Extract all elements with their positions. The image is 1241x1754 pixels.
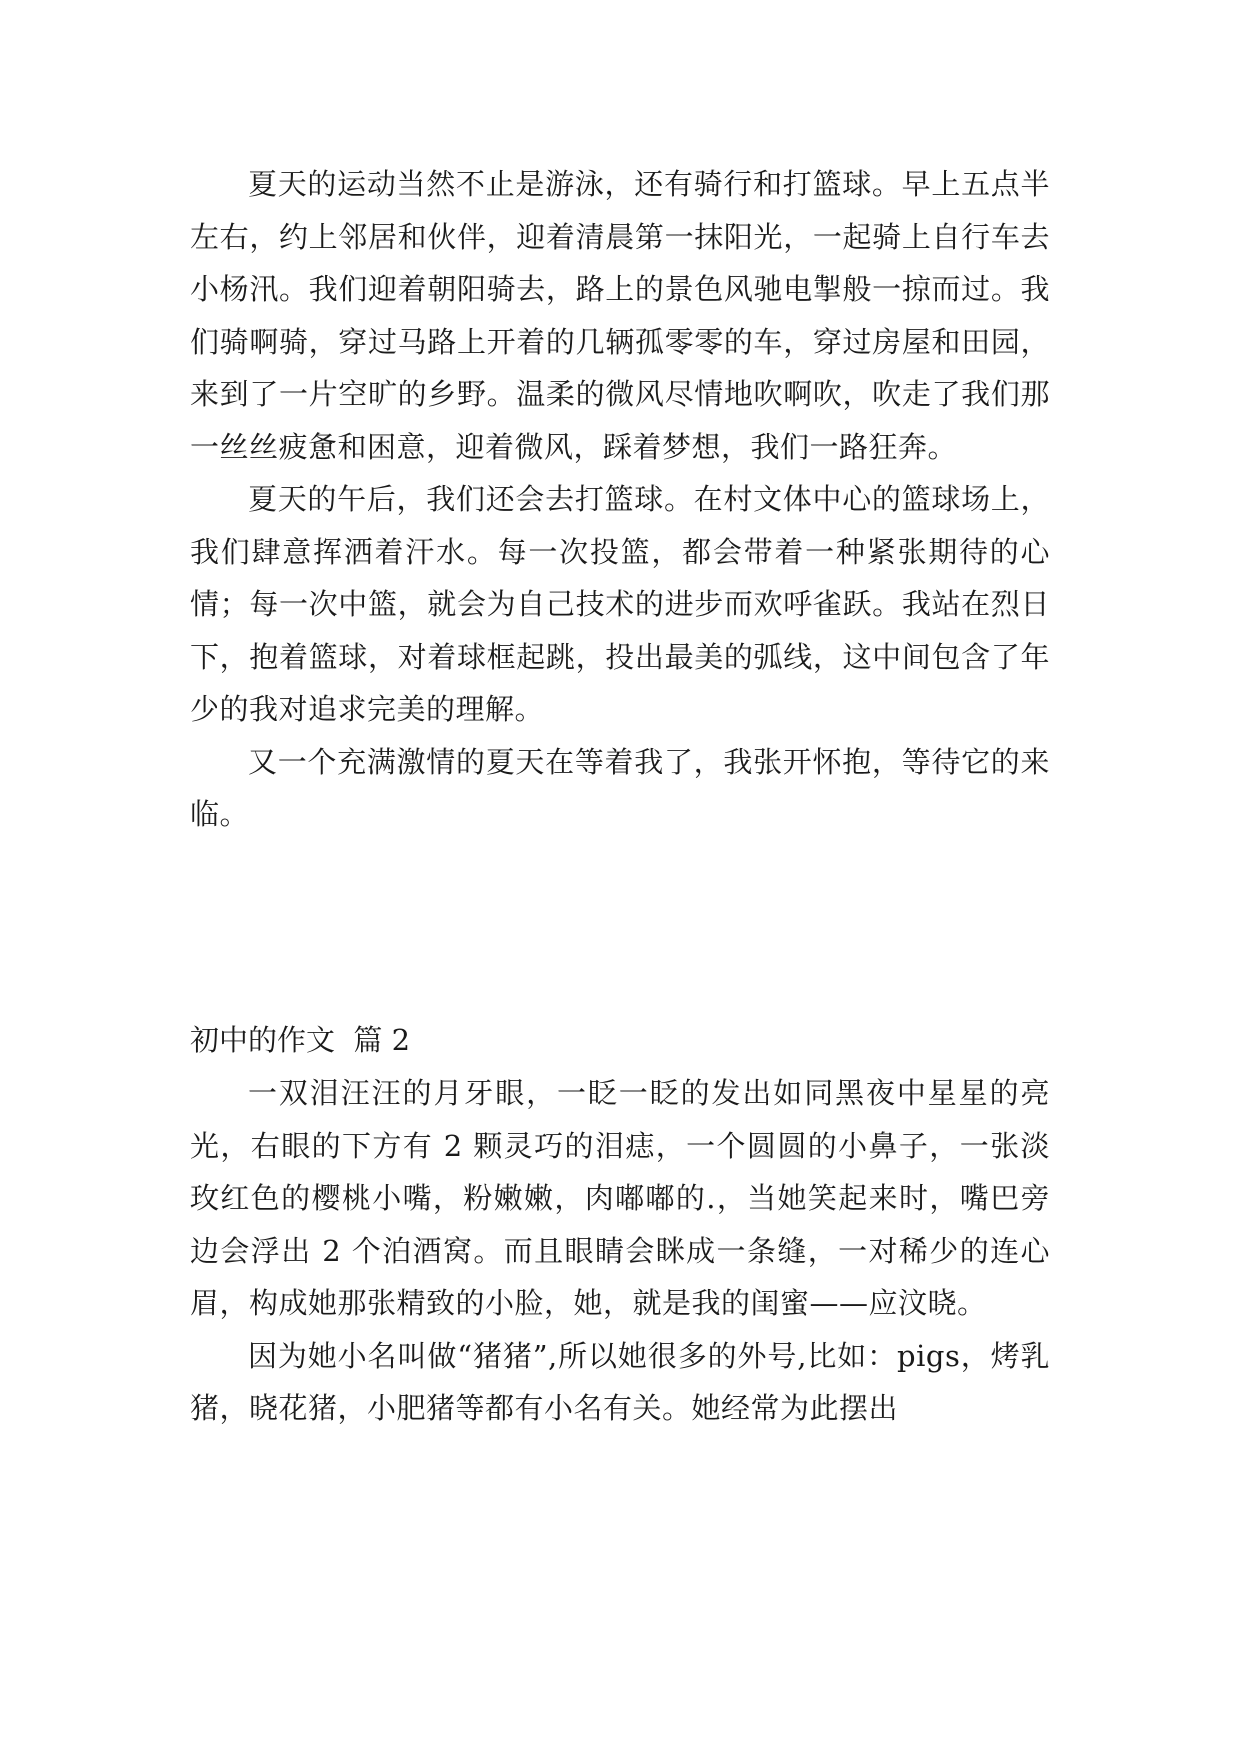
essay-heading: 初中的作文 篇 2 [190,1023,411,1057]
paragraph-nickname: 因为她小名叫做“猪猪”,所以她很多的外号,比如：pigs，烤乳猪，晓花猪，小肥猪等都有小名有关。她经常为此摆出 [190,1338,1050,1425]
paragraph-cycling: 夏天的运动当然不止是游泳，还有骑行和打篮球。早上五点半左右，约上邻居和伙伴，迎着清晨第一抹阳光，一起骑上自行车去小杨汛。我们迎着朝阳骑去，路上的景色风驰电掣般一掠而过。我们骑啊骑，穿过马路上开着的几辆孤零零的车，穿过房屋和田园，来到了一片空旷的乡野。温柔的微风尽情地吹啊吹，吹走了我们那一丝丝疲惫和困意，迎着微风，踩着梦想，我们一路狂奔。 [190,167,1050,464]
essay-section-1 [190,158,1050,841]
paragraph-description: 一双泪汪汪的月牙眼，一眨一眨的发出如同黑夜中星星的亮光，右眼的下方有 2 颗灵巧的泪痣，一个圆圆的小鼻子，一张淡玫红色的樱桃小嘴，粉嫩嫩，肉嘟嘟的.，当她笑起来时，嘴巴旁边会浮出 2 个泊酒窝。而且眼睛会眯成一条缝，一对稀少的连心眉，构成她那张精致的小脸，她，就是我的闺蜜——应汶晓。 [190,1076,1050,1320]
paragraph-basketball: 夏天的午后，我们还会去打篮球。在村文体中心的篮球场上，我们肆意挥洒着汗水。每一次投篮，都会带着一种紧张期待的心情；每一次中篮，就会为自己技术的进步而欢呼雀跃。我站在烈日下，抱着篮球，对着球框起跳，投出最美的弧线，这中间包含了年少的我对追求完美的理解。 [190,482,1050,726]
essay-section-2 [190,1067,1050,1435]
paragraph-summer-ending: 又一个充满激情的夏天在等着我了，我张开怀抱，等待它的来临。 [190,744,1050,831]
